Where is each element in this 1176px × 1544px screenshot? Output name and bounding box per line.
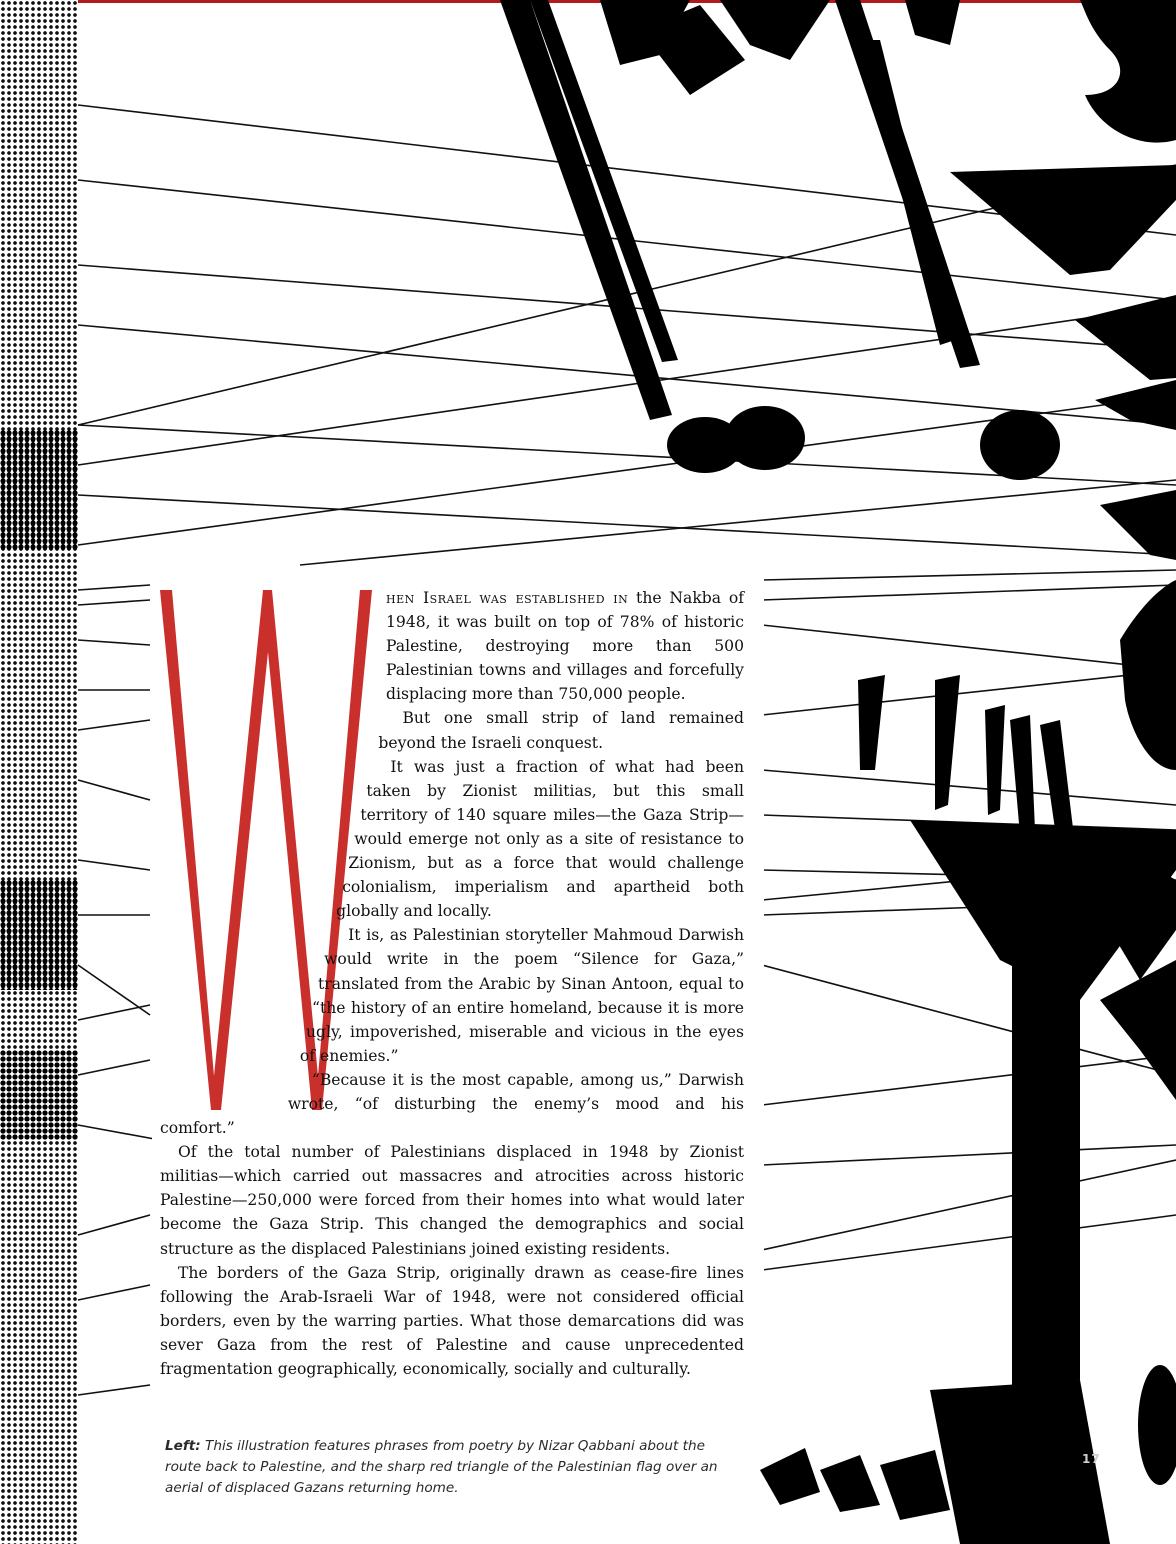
paragraph: But one small strip of land remained beyond the Israeli conquest.: [378, 709, 744, 752]
paragraph: It is, as Palestinian storyteller Mahmoud Darwish would write in the poem “Silence for Gaza,” translated from the Arabic by Sinan Antoon, equal to “the history of an entire homeland, because it is more ugly, impoverished, miserable and vicious in the eyes of enemies.”: [299, 926, 744, 1065]
paragraph: “Because it is the most capable, among us,” Darwish wrote, “of disturbing the enemy’s mood and his comfort.”: [160, 1070, 744, 1138]
paragraph: The borders of the Gaza Strip, originally drawn as cease-fire lines following the Arab-Israeli War of 1948, were not considered official borders, even by the warring parties. What those demarcations did was sever Gaza from the rest of Palestine and cause unprecedented fragmentation geographically, economically, socially and culturally.: [160, 1263, 744, 1378]
caption-label: Left:: [165, 1438, 201, 1454]
photo-caption: [165, 1436, 725, 1499]
paragraph: Of the total number of Palestinians displaced in 1948 by Zionist militias—which carried out massacres and atrocities across historic Palestine—250,000 were forced from their homes into what would later become the Gaza Strip. This changed the demographics and social structure as the displaced Palestinians joined existing residents.: [160, 1143, 744, 1258]
caption-text: This illustration features phrases from poetry by Nizar Qabbani about the route back to Palestine, and the sharp red triangle of the Palestinian flag over an aerial of displaced Gazans returning home.: [165, 1438, 718, 1496]
article-body: [160, 586, 744, 1381]
paragraph: It was just a fraction of what had been taken by Zionist militias, but this small territory of 140 square miles—the Gaza Strip—would emerge not only as a site of resistance to Zionism, but as a force that would challenge colonialism, imperialism and apartheid both globally and locally.: [336, 757, 744, 921]
lead-in-small-caps: hen Israel was established in: [386, 589, 629, 607]
page-number: 17: [1082, 1452, 1101, 1466]
lead-paragraph-text: the Nakba of 1948, it was built on top of 78% of historic Palestine, destroying more than 500 Palestinian towns and villages and forcefully displacing more than 750,000 people.: [386, 589, 744, 704]
